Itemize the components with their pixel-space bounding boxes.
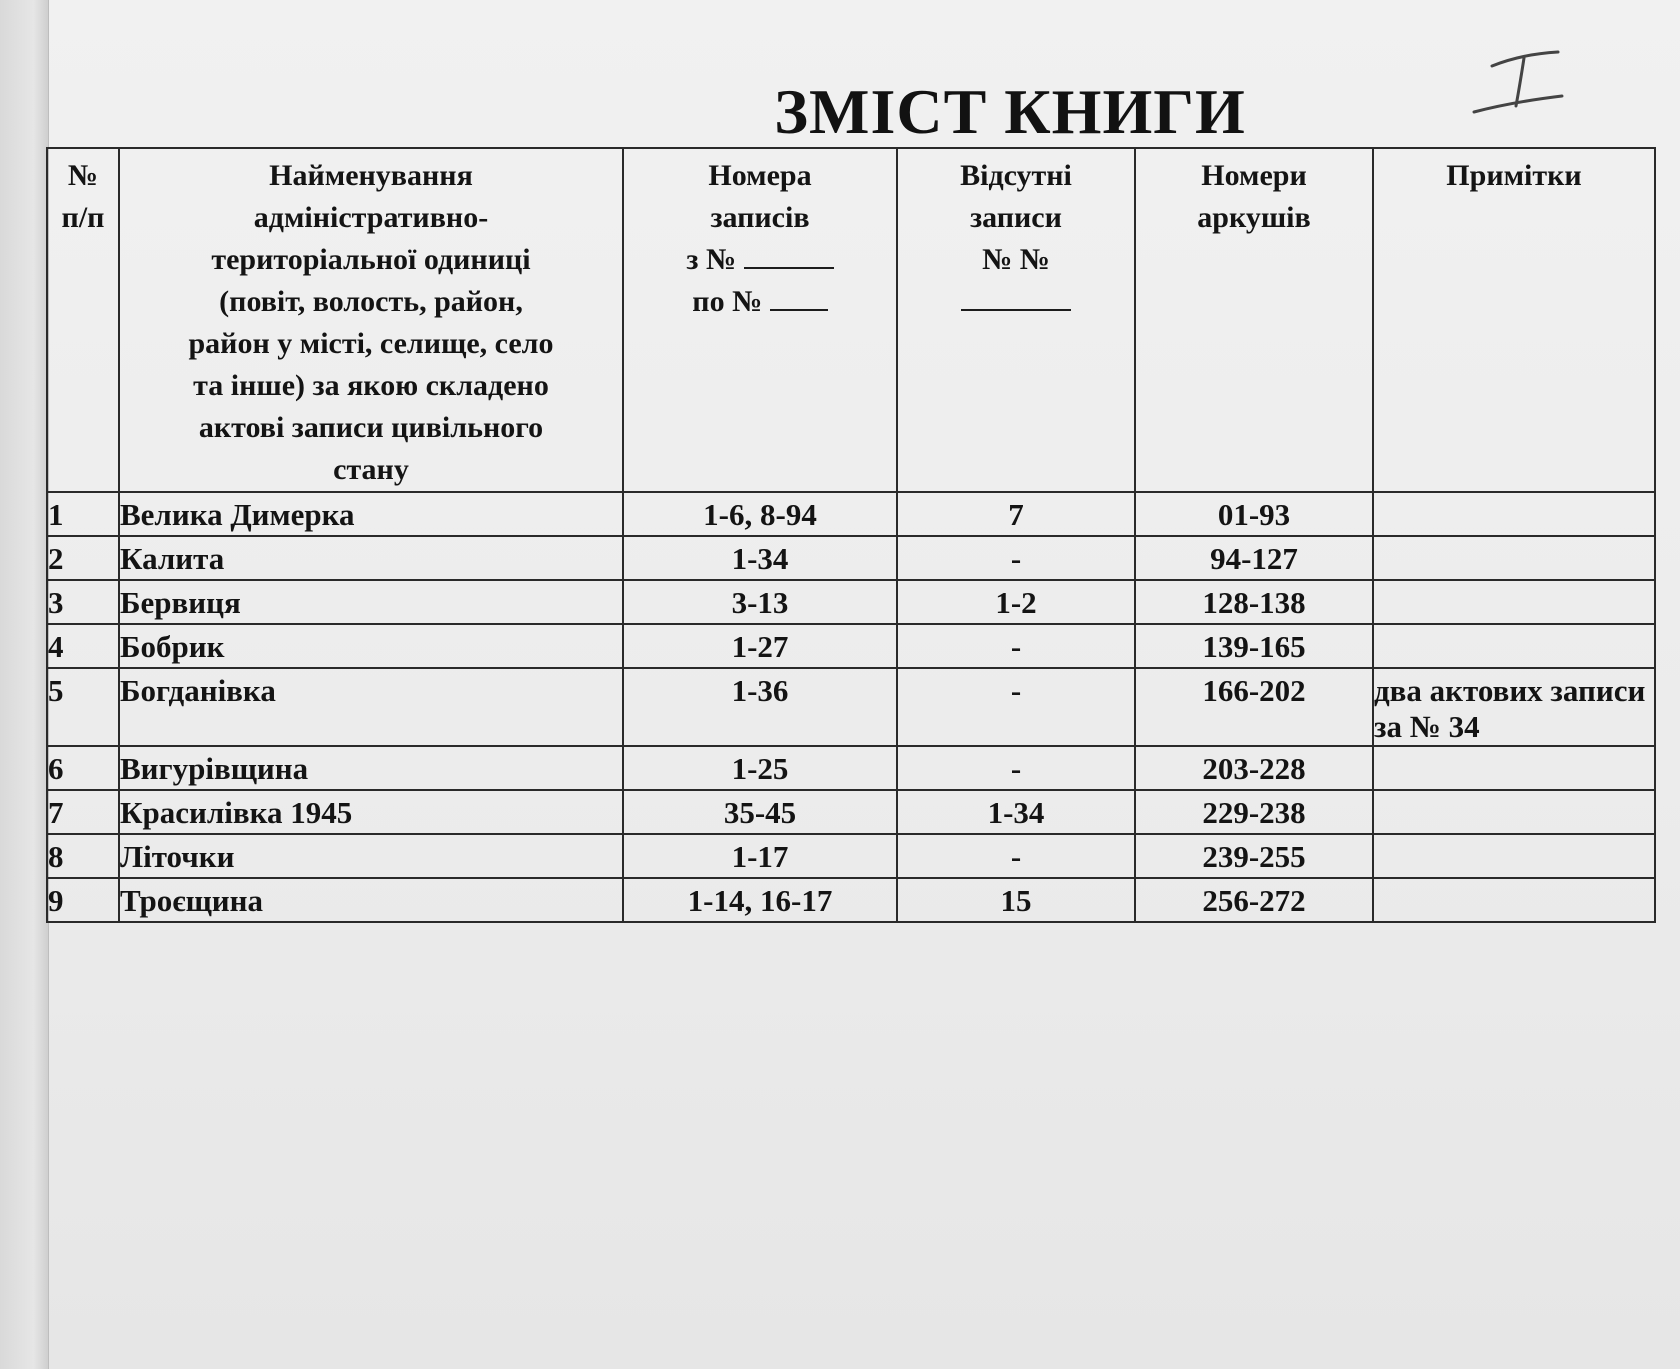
blank-fill-line [770,281,828,311]
header-missing-line: записи [970,201,1062,234]
row-number: 3 [47,580,119,624]
header-missing-line: Відсутні [960,159,1072,192]
row-notes [1373,790,1655,834]
header-records-line: Номера [708,159,812,192]
row-unit-name: Красилівка 1945 [119,790,623,834]
row-missing: 15 [897,878,1135,922]
header-name-line: стану [333,453,409,486]
row-missing: - [897,536,1135,580]
blank-fill-line [961,281,1071,311]
row-records: 1-25 [623,746,897,790]
row-records: 1-27 [623,624,897,668]
row-missing: 1-2 [897,580,1135,624]
row-number: 8 [47,834,119,878]
row-notes [1373,834,1655,878]
page-edge-strip [0,0,49,1369]
blank-fill-line [744,239,834,269]
row-sheets: 01-93 [1135,492,1373,536]
header-name-line: адміністративно- [253,201,489,234]
row-records: 1-14, 16-17 [623,878,897,922]
row-sheets: 128-138 [1135,580,1373,624]
row-sheets: 229-238 [1135,790,1373,834]
header-sheets-line: Номери [1201,159,1307,192]
header-name-line: територіальної одиниці [211,243,531,276]
row-records: 1-17 [623,834,897,878]
header-missing [897,148,1135,492]
header-records [623,148,897,492]
row-missing: 1-34 [897,790,1135,834]
row-sheets: 139-165 [1135,624,1373,668]
header-missing-line: № № [982,243,1050,276]
header-missing-blank [898,281,1134,323]
row-missing: - [897,834,1135,878]
table-row [47,746,1655,790]
row-notes [1373,492,1655,536]
row-records: 3-13 [623,580,897,624]
row-unit-name: Вигурівщина [119,746,623,790]
table-row [47,624,1655,668]
row-notes [1373,746,1655,790]
table-row [47,668,1655,746]
page-title: ЗМІСТ КНИГИ [774,76,1246,147]
row-records: 1-6, 8-94 [623,492,897,536]
row-records: 1-34 [623,536,897,580]
header-number-line: № [67,159,99,192]
row-unit-name: Троєщина [119,878,623,922]
row-unit-name: Калита [119,536,623,580]
header-records-from-label: з № [686,243,737,276]
header-sheets [1135,148,1373,492]
header-number-line: п/п [61,201,105,234]
row-notes [1373,624,1655,668]
contents-table [46,147,1656,923]
header-name-line: актові записи цивільного [198,411,544,444]
table-row [47,790,1655,834]
row-notes [1373,878,1655,922]
header-records-to [624,281,896,323]
header-sheets-line: аркушів [1197,201,1311,234]
row-number: 7 [47,790,119,834]
header-name [119,148,623,492]
row-sheets: 203-228 [1135,746,1373,790]
row-notes [1373,580,1655,624]
row-unit-name: Богданівка [119,668,623,746]
header-records-to-label: по № [692,285,763,318]
header-name-line: район у місті, селище, село [188,327,554,360]
row-number: 2 [47,536,119,580]
table-header-row [47,148,1655,492]
row-unit-name: Бервиця [119,580,623,624]
table-row [47,878,1655,922]
row-unit-name: Літочки [119,834,623,878]
row-unit-name: Велика Димерка [119,492,623,536]
row-notes [1373,536,1655,580]
row-sheets: 166-202 [1135,668,1373,746]
row-missing: - [897,668,1135,746]
row-number: 9 [47,878,119,922]
table-row [47,580,1655,624]
row-missing: - [897,624,1135,668]
row-number: 1 [47,492,119,536]
row-unit-name: Бобрик [119,624,623,668]
row-number: 6 [47,746,119,790]
row-records: 1-36 [623,668,897,746]
row-number: 5 [47,668,119,746]
row-sheets: 94-127 [1135,536,1373,580]
table-row [47,834,1655,878]
header-records-line: записів [710,201,810,234]
row-sheets: 239-255 [1135,834,1373,878]
table-row [47,536,1655,580]
row-number: 4 [47,624,119,668]
row-records: 35-45 [623,790,897,834]
header-name-line: та інше) за якою складено [193,369,549,402]
table-row [47,492,1655,536]
header-name-line: Найменування [269,159,473,192]
header-notes [1373,148,1655,492]
row-sheets: 256-272 [1135,878,1373,922]
handwritten-page-mark-icon [1462,36,1582,126]
header-number [47,148,119,492]
header-notes-line: Примітки [1446,159,1582,192]
row-missing: 7 [897,492,1135,536]
header-name-line: (повіт, волость, район, [219,285,523,318]
header-records-from [624,239,896,281]
row-notes: два актових записи за № 34 [1373,668,1655,746]
row-missing: - [897,746,1135,790]
